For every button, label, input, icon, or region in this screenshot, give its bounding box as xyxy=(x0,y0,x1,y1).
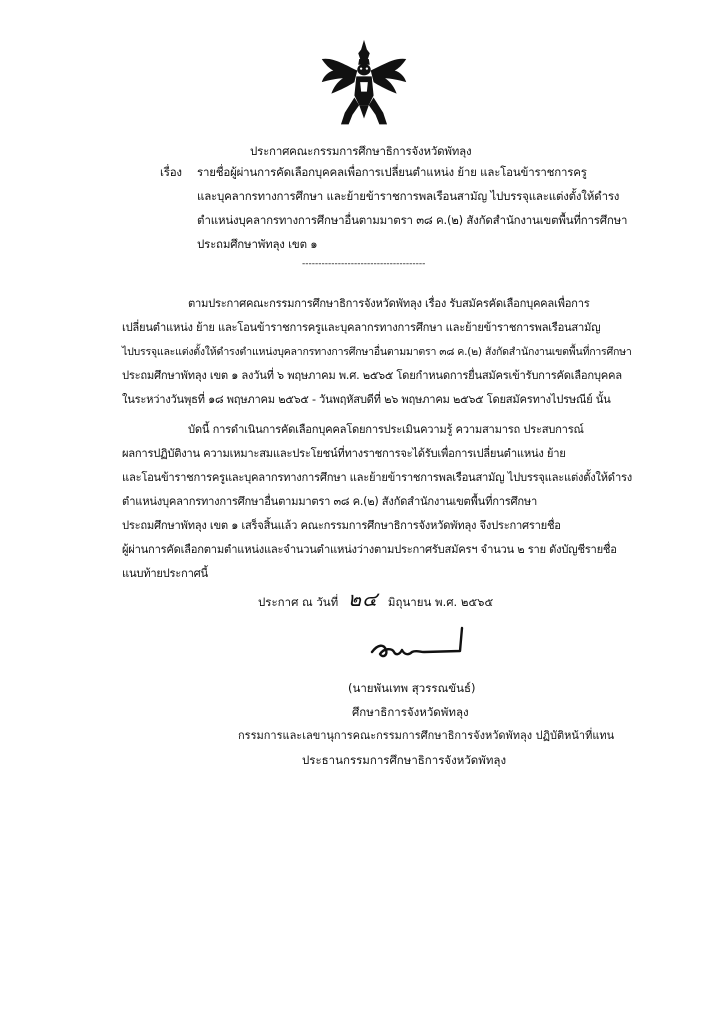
date-month-year: มิถุนายน พ.ศ. ๒๕๖๕ xyxy=(387,595,494,609)
date-day: ๒๔ xyxy=(347,587,379,611)
date-prefix: ประกาศ ณ วันที่ xyxy=(258,595,339,609)
paragraph-line: บัดนี้ การดำเนินการคัดเลือกบุคคลโดยการประเมินความรู้ ความสามารถ ประสบการณ์ xyxy=(188,423,584,436)
subject-line: รายชื่อผู้ผ่านการคัดเลือกบุคคลเพื่อการเปลี่ยนตำแหน่ง ย้าย และโอนข้าราชการครู xyxy=(197,165,587,179)
date-line xyxy=(258,587,494,611)
subject-line: และบุคลากรทางการศึกษา และย้ายข้าราชการพลเรือนสามัญ ไปบรรจุและแต่งตั้งให้ดำรง xyxy=(197,189,620,203)
handwritten-signature-icon xyxy=(364,622,474,668)
subject-label: เรื่อง xyxy=(160,165,182,179)
paragraph-line: เปลี่ยนตำแหน่ง ย้าย และโอนข้าราชการครูและบุคลากรทางการศึกษา และย้ายข้าราชการพลเรือนสามัญ xyxy=(122,321,601,334)
paragraph-line: ประถมศึกษาพัทลุง เขต ๑ ลงวันที่ ๖ พฤษภาคม พ.ศ. ๒๕๖๕ โดยกำหนดการยื่นสมัครเข้ารับการคัดเลือกบุคคล xyxy=(122,369,622,382)
subject-line: ประถมศึกษาพัทลุง เขต ๑ xyxy=(197,237,318,251)
paragraph-line: ในระหว่างวันพุธที่ ๑๘ พฤษภาคม ๒๕๖๕ - วันพฤหัสบดีที่ ๒๖ พฤษภาคม ๒๕๖๕ โดยสมัครทางไปรษณีย์ นั้น xyxy=(122,393,611,406)
paragraph-line: แนบท้ายประกาศนี้ xyxy=(122,567,208,580)
paragraph-line: ผู้ผ่านการคัดเลือกตามตำแหน่งและจำนวนตำแหน่งว่างตามประกาศรับสมัครฯ จำนวน ๒ ราย ดังบัญชีรายชื่อ xyxy=(122,543,617,556)
garuda-emblem-icon xyxy=(316,36,412,132)
signer-role-chair: ประธานกรรมการศึกษาธิการจังหวัดพัทลุง xyxy=(302,753,507,767)
paragraph-line: ประถมศึกษาพัทลุง เขต ๑ เสร็จสิ้นแล้ว คณะกรรมการศึกษาธิการจังหวัดพัทลุง จึงประกาศรายชื่อ xyxy=(122,519,561,532)
paragraph-line: ตำแหน่งบุคลากรทางการศึกษาอื่นตามมาตรา ๓๘ ค.(๒) สังกัดสำนักงานเขตพื้นที่การศึกษา xyxy=(122,495,538,508)
subject-line: ตำแหน่งบุคลากรทางการศึกษาอื่นตามมาตรา ๓๘ ค.(๒) สังกัดสำนักงานเขตพื้นที่การศึกษา xyxy=(197,213,628,227)
paragraph-line: ตามประกาศคณะกรรมการศึกษาธิการจังหวัดพัทลุง เรื่อง รับสมัครคัดเลือกบุคคลเพื่อการ xyxy=(188,297,590,310)
divider-line: -------------------------------------- xyxy=(302,259,426,269)
signer-position: ศึกษาธิการจังหวัดพัทลุง xyxy=(352,705,469,719)
signer-role: กรรมการและเลขานุการคณะกรรมการศึกษาธิการจังหวัดพัทลุง ปฏิบัติหน้าที่แทน xyxy=(238,729,615,742)
signer-name: (นายพันเทพ สุวรรณขันธ์) xyxy=(348,681,476,695)
paragraph-line: ผลการปฏิบัติงาน ความเหมาะสมและประโยชน์ที่ทางราชการจะได้รับเพื่อการเปลี่ยนตำแหน่ง ย้าย xyxy=(122,447,566,460)
announcement-title: ประกาศคณะกรรมการศึกษาธิการจังหวัดพัทลุง xyxy=(250,144,472,158)
paragraph-line: ไปบรรจุและแต่งตั้งให้ดำรงตำแหน่งบุคลากรทางการศึกษาอื่นตามมาตรา ๓๘ ค.(๒) สังกัดสำนักงานเขตพื้นที่การศึกษา xyxy=(122,346,632,358)
paragraph-line: และโอนข้าราชการครูและบุคลากรทางการศึกษา และย้ายข้าราชการพลเรือนสามัญ ไปบรรจุและแต่งตั้งให้ดำรง xyxy=(122,471,633,484)
